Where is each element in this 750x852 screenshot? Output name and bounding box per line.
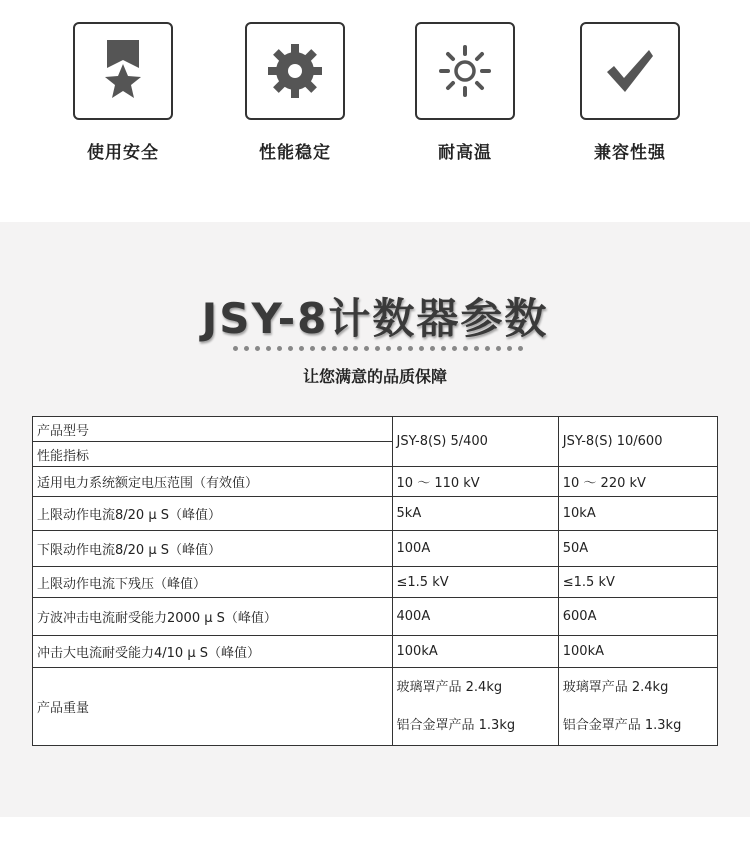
feature-icon-box	[73, 22, 173, 120]
table-row	[33, 668, 718, 746]
table-row	[33, 567, 718, 598]
weight-glass: 玻璃罩产品 2.4kg	[396, 679, 503, 695]
spec-table	[32, 416, 718, 746]
model-name-2: JSY-8(S) 10/600	[558, 417, 717, 467]
sun-icon	[437, 43, 493, 99]
row-value-1: ≤1.5 kV	[392, 567, 558, 598]
row-label: 产品重量	[33, 668, 393, 746]
row-value-1: 5kA	[392, 497, 558, 531]
parameters-section	[0, 222, 750, 817]
table-row	[33, 467, 718, 497]
row-value-1	[392, 668, 558, 746]
feature-icon-box	[580, 22, 680, 120]
feature-label: 兼容性强	[594, 143, 666, 163]
dotted-divider	[233, 346, 523, 352]
row-label: 适用电力系统额定电压范围（有效值）	[33, 467, 393, 497]
table-row	[33, 417, 718, 442]
section-title: JSY-8计数器参数	[201, 294, 549, 343]
bottom-strip	[0, 817, 750, 852]
row-value-2: ≤1.5 kV	[558, 567, 717, 598]
model-name-1: JSY-8(S) 5/400	[392, 417, 558, 467]
feature-icon-box	[415, 22, 515, 120]
row-label: 上限动作电流下残压（峰值）	[33, 567, 393, 598]
row-value-2	[558, 668, 717, 746]
weight-alloy: 铝合金罩产品 1.3kg	[396, 717, 516, 733]
header-model-label: 产品型号	[33, 417, 393, 442]
feature-label: 使用安全	[87, 143, 159, 163]
table-row	[33, 636, 718, 668]
table-row	[33, 531, 718, 567]
feature-compatible	[575, 22, 685, 163]
table-row	[33, 497, 718, 531]
header-performance-label: 性能指标	[33, 442, 393, 467]
table-row	[33, 598, 718, 636]
weight-glass: 玻璃罩产品 2.4kg	[562, 679, 669, 695]
row-value-2: 600A	[558, 598, 717, 636]
gear-icon	[266, 42, 324, 100]
row-value-1: 100A	[392, 531, 558, 567]
feature-icon-box	[245, 22, 345, 120]
row-label: 下限动作电流8/20 μ S（峰值）	[33, 531, 393, 567]
row-label: 上限动作电流8/20 μ S（峰值）	[33, 497, 393, 531]
row-value-2: 10 ～ 220 kV	[558, 467, 717, 497]
checkmark-icon	[605, 48, 655, 94]
row-value-1: 400A	[392, 598, 558, 636]
weight-alloy: 铝合金罩产品 1.3kg	[562, 717, 682, 733]
row-value-2: 50A	[558, 531, 717, 567]
award-star-icon	[103, 40, 143, 102]
row-label: 冲击大电流耐受能力4/10 μ S（峰值）	[33, 636, 393, 668]
section-subtitle: 让您满意的品质保障	[302, 367, 447, 386]
feature-label: 性能稳定	[259, 143, 331, 163]
feature-safe	[68, 22, 178, 163]
row-value-2: 10kA	[558, 497, 717, 531]
features-section	[0, 0, 750, 222]
row-value-1: 100kA	[392, 636, 558, 668]
row-label: 方波冲击电流耐受能力2000 μ S（峰值）	[33, 598, 393, 636]
row-value-2: 100kA	[558, 636, 717, 668]
feature-label: 耐高温	[438, 143, 492, 163]
row-value-1: 10 ～ 110 kV	[392, 467, 558, 497]
feature-heat	[410, 22, 520, 163]
feature-stable	[240, 22, 350, 163]
